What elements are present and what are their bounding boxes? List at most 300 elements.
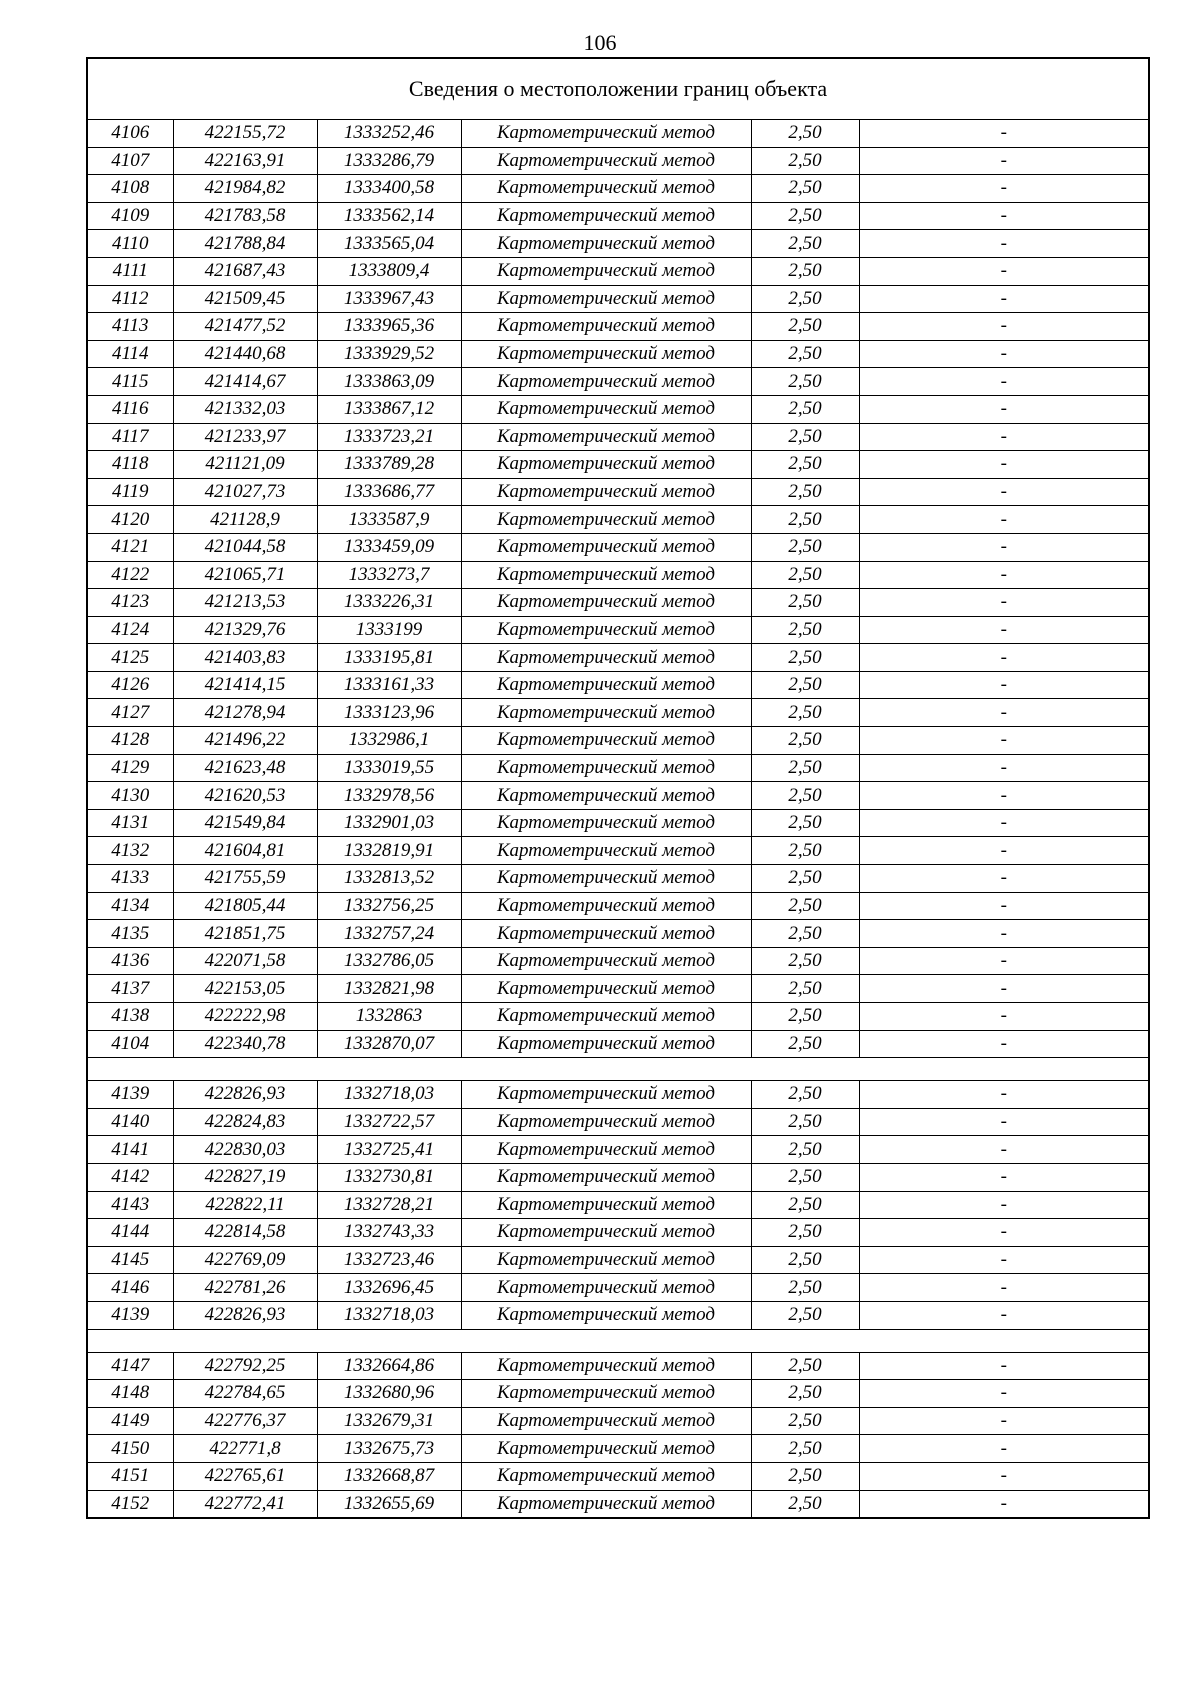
table-body: [87, 58, 1149, 1518]
point-number-cell: 4119: [87, 478, 173, 506]
table-row: [87, 285, 1149, 313]
x-coordinate-cell: 422772,41: [173, 1490, 317, 1518]
accuracy-cell: 2,50: [751, 782, 859, 810]
point-number-cell: 4104: [87, 1030, 173, 1058]
y-coordinate-cell: 1333195,81: [317, 644, 461, 672]
x-coordinate-cell: 422776,37: [173, 1407, 317, 1435]
accuracy-cell: 2,50: [751, 368, 859, 396]
y-coordinate-cell: 1332819,91: [317, 837, 461, 865]
y-coordinate-cell: 1333562,14: [317, 202, 461, 230]
table-row: [87, 1108, 1149, 1136]
point-number-cell: 4112: [87, 285, 173, 313]
table-row: [87, 1462, 1149, 1490]
method-cell: Картометрический метод: [461, 947, 751, 975]
accuracy-cell: 2,50: [751, 202, 859, 230]
x-coordinate-cell: 421414,67: [173, 368, 317, 396]
accuracy-cell: 2,50: [751, 1462, 859, 1490]
method-cell: Картометрический метод: [461, 892, 751, 920]
point-number-cell: 4111: [87, 257, 173, 285]
accuracy-cell: 2,50: [751, 837, 859, 865]
description-cell: -: [859, 1191, 1149, 1219]
description-cell: -: [859, 1081, 1149, 1109]
table-row: [87, 1407, 1149, 1435]
point-number-cell: 4134: [87, 892, 173, 920]
y-coordinate-cell: 1332725,41: [317, 1136, 461, 1164]
x-coordinate-cell: 422822,11: [173, 1191, 317, 1219]
method-cell: Картометрический метод: [461, 506, 751, 534]
y-coordinate-cell: 1332978,56: [317, 782, 461, 810]
table-row: [87, 865, 1149, 893]
accuracy-cell: 2,50: [751, 1274, 859, 1302]
description-cell: -: [859, 865, 1149, 893]
x-coordinate-cell: 422155,72: [173, 120, 317, 148]
description-cell: -: [859, 1301, 1149, 1329]
section-separator-cell: [87, 1329, 1149, 1352]
method-cell: Картометрический метод: [461, 147, 751, 175]
y-coordinate-cell: 1332863: [317, 1003, 461, 1031]
accuracy-cell: 2,50: [751, 1301, 859, 1329]
x-coordinate-cell: 421329,76: [173, 616, 317, 644]
table-row: [87, 175, 1149, 203]
accuracy-cell: 2,50: [751, 451, 859, 479]
description-cell: -: [859, 1352, 1149, 1380]
point-number-cell: 4123: [87, 589, 173, 617]
table-row: [87, 671, 1149, 699]
description-cell: -: [859, 1003, 1149, 1031]
accuracy-cell: 2,50: [751, 285, 859, 313]
y-coordinate-cell: 1333967,43: [317, 285, 461, 313]
accuracy-cell: 2,50: [751, 340, 859, 368]
method-cell: Картометрический метод: [461, 1352, 751, 1380]
x-coordinate-cell: 421755,59: [173, 865, 317, 893]
table-row: [87, 533, 1149, 561]
accuracy-cell: 2,50: [751, 230, 859, 258]
x-coordinate-cell: 421477,52: [173, 313, 317, 341]
point-number-cell: 4149: [87, 1407, 173, 1435]
description-cell: -: [859, 368, 1149, 396]
accuracy-cell: 2,50: [751, 1490, 859, 1518]
x-coordinate-cell: 421851,75: [173, 920, 317, 948]
table-row: [87, 1380, 1149, 1408]
x-coordinate-cell: 421027,73: [173, 478, 317, 506]
accuracy-cell: 2,50: [751, 1380, 859, 1408]
y-coordinate-cell: 1332821,98: [317, 975, 461, 1003]
table-row: [87, 1163, 1149, 1191]
point-number-cell: 4143: [87, 1191, 173, 1219]
point-number-cell: 4114: [87, 340, 173, 368]
point-number-cell: 4109: [87, 202, 173, 230]
y-coordinate-cell: 1333809,4: [317, 257, 461, 285]
point-number-cell: 4122: [87, 561, 173, 589]
accuracy-cell: 2,50: [751, 147, 859, 175]
description-cell: -: [859, 782, 1149, 810]
description-cell: -: [859, 257, 1149, 285]
x-coordinate-cell: 421044,58: [173, 533, 317, 561]
accuracy-cell: 2,50: [751, 644, 859, 672]
x-coordinate-cell: 421278,94: [173, 699, 317, 727]
y-coordinate-cell: 1333199: [317, 616, 461, 644]
table-row: [87, 727, 1149, 755]
method-cell: Картометрический метод: [461, 1407, 751, 1435]
description-cell: -: [859, 1030, 1149, 1058]
accuracy-cell: 2,50: [751, 671, 859, 699]
x-coordinate-cell: 422826,93: [173, 1301, 317, 1329]
point-number-cell: 4145: [87, 1246, 173, 1274]
description-cell: -: [859, 589, 1149, 617]
x-coordinate-cell: 421332,03: [173, 395, 317, 423]
table-row: [87, 975, 1149, 1003]
table-row: [87, 1301, 1149, 1329]
description-cell: -: [859, 1108, 1149, 1136]
table-row: [87, 699, 1149, 727]
accuracy-cell: 2,50: [751, 865, 859, 893]
x-coordinate-cell: 422814,58: [173, 1219, 317, 1247]
method-cell: Картометрический метод: [461, 1136, 751, 1164]
method-cell: Картометрический метод: [461, 809, 751, 837]
x-coordinate-cell: 421496,22: [173, 727, 317, 755]
description-cell: -: [859, 727, 1149, 755]
x-coordinate-cell: 422071,58: [173, 947, 317, 975]
y-coordinate-cell: 1332870,07: [317, 1030, 461, 1058]
method-cell: Картометрический метод: [461, 1490, 751, 1518]
point-number-cell: 4106: [87, 120, 173, 148]
description-cell: -: [859, 147, 1149, 175]
description-cell: -: [859, 809, 1149, 837]
description-cell: -: [859, 1380, 1149, 1408]
table-row: [87, 616, 1149, 644]
method-cell: Картометрический метод: [461, 589, 751, 617]
table-row: [87, 1246, 1149, 1274]
y-coordinate-cell: 1332723,46: [317, 1246, 461, 1274]
accuracy-cell: 2,50: [751, 589, 859, 617]
x-coordinate-cell: 422826,93: [173, 1081, 317, 1109]
table-row: [87, 1191, 1149, 1219]
y-coordinate-cell: 1332813,52: [317, 865, 461, 893]
description-cell: -: [859, 451, 1149, 479]
table-row: [87, 892, 1149, 920]
point-number-cell: 4124: [87, 616, 173, 644]
method-cell: Картометрический метод: [461, 1163, 751, 1191]
y-coordinate-cell: 1332722,57: [317, 1108, 461, 1136]
point-number-cell: 4136: [87, 947, 173, 975]
accuracy-cell: 2,50: [751, 727, 859, 755]
table-row: [87, 147, 1149, 175]
y-coordinate-cell: 1332718,03: [317, 1301, 461, 1329]
section-separator-row: [87, 1058, 1149, 1081]
method-cell: Картометрический метод: [461, 368, 751, 396]
y-coordinate-cell: 1332756,25: [317, 892, 461, 920]
table-row: [87, 1136, 1149, 1164]
description-cell: -: [859, 175, 1149, 203]
point-number-cell: 4144: [87, 1219, 173, 1247]
description-cell: -: [859, 699, 1149, 727]
x-coordinate-cell: 421414,15: [173, 671, 317, 699]
table-row: [87, 230, 1149, 258]
method-cell: Картометрический метод: [461, 1030, 751, 1058]
x-coordinate-cell: 422781,26: [173, 1274, 317, 1302]
method-cell: Картометрический метод: [461, 1081, 751, 1109]
accuracy-cell: 2,50: [751, 1136, 859, 1164]
accuracy-cell: 2,50: [751, 616, 859, 644]
accuracy-cell: 2,50: [751, 1163, 859, 1191]
point-number-cell: 4125: [87, 644, 173, 672]
point-number-cell: 4116: [87, 395, 173, 423]
y-coordinate-cell: 1333019,55: [317, 754, 461, 782]
x-coordinate-cell: 421604,81: [173, 837, 317, 865]
accuracy-cell: 2,50: [751, 920, 859, 948]
x-coordinate-cell: 422765,61: [173, 1462, 317, 1490]
method-cell: Картометрический метод: [461, 120, 751, 148]
description-cell: -: [859, 561, 1149, 589]
point-number-cell: 4131: [87, 809, 173, 837]
table-row: [87, 202, 1149, 230]
accuracy-cell: 2,50: [751, 533, 859, 561]
x-coordinate-cell: 421440,68: [173, 340, 317, 368]
method-cell: Картометрический метод: [461, 1274, 751, 1302]
description-cell: -: [859, 616, 1149, 644]
x-coordinate-cell: 421509,45: [173, 285, 317, 313]
y-coordinate-cell: 1332730,81: [317, 1163, 461, 1191]
x-coordinate-cell: 421549,84: [173, 809, 317, 837]
point-number-cell: 4139: [87, 1301, 173, 1329]
x-coordinate-cell: 422340,78: [173, 1030, 317, 1058]
description-cell: -: [859, 285, 1149, 313]
point-number-cell: 4141: [87, 1136, 173, 1164]
description-cell: -: [859, 1407, 1149, 1435]
method-cell: Картометрический метод: [461, 1191, 751, 1219]
y-coordinate-cell: 1332728,21: [317, 1191, 461, 1219]
point-number-cell: 4129: [87, 754, 173, 782]
description-cell: -: [859, 230, 1149, 258]
point-number-cell: 4107: [87, 147, 173, 175]
accuracy-cell: 2,50: [751, 892, 859, 920]
y-coordinate-cell: 1333252,46: [317, 120, 461, 148]
method-cell: Картометрический метод: [461, 671, 751, 699]
point-number-cell: 4128: [87, 727, 173, 755]
description-cell: -: [859, 395, 1149, 423]
table-row: [87, 947, 1149, 975]
table-row: [87, 395, 1149, 423]
y-coordinate-cell: 1332986,1: [317, 727, 461, 755]
table-row: [87, 120, 1149, 148]
point-number-cell: 4127: [87, 699, 173, 727]
y-coordinate-cell: 1333863,09: [317, 368, 461, 396]
x-coordinate-cell: 421403,83: [173, 644, 317, 672]
y-coordinate-cell: 1332696,45: [317, 1274, 461, 1302]
table-row: [87, 837, 1149, 865]
description-cell: -: [859, 671, 1149, 699]
y-coordinate-cell: 1332675,73: [317, 1435, 461, 1463]
table-row: [87, 782, 1149, 810]
method-cell: Картометрический метод: [461, 782, 751, 810]
y-coordinate-cell: 1332786,05: [317, 947, 461, 975]
point-number-cell: 4148: [87, 1380, 173, 1408]
y-coordinate-cell: 1333929,52: [317, 340, 461, 368]
x-coordinate-cell: 422153,05: [173, 975, 317, 1003]
point-number-cell: 4108: [87, 175, 173, 203]
method-cell: Картометрический метод: [461, 1219, 751, 1247]
y-coordinate-cell: 1333867,12: [317, 395, 461, 423]
table-row: [87, 368, 1149, 396]
accuracy-cell: 2,50: [751, 975, 859, 1003]
description-cell: -: [859, 1163, 1149, 1191]
table-row: [87, 1490, 1149, 1518]
method-cell: Картометрический метод: [461, 175, 751, 203]
y-coordinate-cell: 1333123,96: [317, 699, 461, 727]
method-cell: Картометрический метод: [461, 478, 751, 506]
y-coordinate-cell: 1332901,03: [317, 809, 461, 837]
point-number-cell: 4130: [87, 782, 173, 810]
accuracy-cell: 2,50: [751, 1219, 859, 1247]
description-cell: -: [859, 1490, 1149, 1518]
description-cell: -: [859, 423, 1149, 451]
description-cell: -: [859, 506, 1149, 534]
method-cell: Картометрический метод: [461, 313, 751, 341]
y-coordinate-cell: 1333789,28: [317, 451, 461, 479]
description-cell: -: [859, 533, 1149, 561]
y-coordinate-cell: 1332718,03: [317, 1081, 461, 1109]
description-cell: -: [859, 1246, 1149, 1274]
description-cell: -: [859, 1274, 1149, 1302]
point-number-cell: 4133: [87, 865, 173, 893]
description-cell: -: [859, 892, 1149, 920]
accuracy-cell: 2,50: [751, 175, 859, 203]
method-cell: Картометрический метод: [461, 451, 751, 479]
boundary-coordinates-table: [86, 57, 1150, 1519]
table-row: [87, 478, 1149, 506]
point-number-cell: 4151: [87, 1462, 173, 1490]
y-coordinate-cell: 1333273,7: [317, 561, 461, 589]
method-cell: Картометрический метод: [461, 395, 751, 423]
point-number-cell: 4142: [87, 1163, 173, 1191]
x-coordinate-cell: 421065,71: [173, 561, 317, 589]
table-row: [87, 1219, 1149, 1247]
accuracy-cell: 2,50: [751, 1030, 859, 1058]
x-coordinate-cell: 421213,53: [173, 589, 317, 617]
table-row: [87, 809, 1149, 837]
method-cell: Картометрический метод: [461, 727, 751, 755]
method-cell: Картометрический метод: [461, 1462, 751, 1490]
y-coordinate-cell: 1333226,31: [317, 589, 461, 617]
accuracy-cell: 2,50: [751, 1108, 859, 1136]
accuracy-cell: 2,50: [751, 809, 859, 837]
accuracy-cell: 2,50: [751, 313, 859, 341]
y-coordinate-cell: 1333723,21: [317, 423, 461, 451]
method-cell: Картометрический метод: [461, 837, 751, 865]
description-cell: -: [859, 947, 1149, 975]
y-coordinate-cell: 1333686,77: [317, 478, 461, 506]
method-cell: Картометрический метод: [461, 423, 751, 451]
accuracy-cell: 2,50: [751, 423, 859, 451]
method-cell: Картометрический метод: [461, 230, 751, 258]
description-cell: -: [859, 1136, 1149, 1164]
table-header-row: [87, 58, 1149, 120]
point-number-cell: 4135: [87, 920, 173, 948]
accuracy-cell: 2,50: [751, 120, 859, 148]
accuracy-cell: 2,50: [751, 1081, 859, 1109]
point-number-cell: 4138: [87, 1003, 173, 1031]
method-cell: Картометрический метод: [461, 1108, 751, 1136]
x-coordinate-cell: 422824,83: [173, 1108, 317, 1136]
table-row: [87, 451, 1149, 479]
point-number-cell: 4118: [87, 451, 173, 479]
x-coordinate-cell: 421984,82: [173, 175, 317, 203]
description-cell: -: [859, 975, 1149, 1003]
x-coordinate-cell: 422792,25: [173, 1352, 317, 1380]
point-number-cell: 4150: [87, 1435, 173, 1463]
point-number-cell: 4121: [87, 533, 173, 561]
point-number-cell: 4137: [87, 975, 173, 1003]
accuracy-cell: 2,50: [751, 1407, 859, 1435]
table-row: [87, 257, 1149, 285]
accuracy-cell: 2,50: [751, 1352, 859, 1380]
table-row: [87, 561, 1149, 589]
x-coordinate-cell: 421805,44: [173, 892, 317, 920]
point-number-cell: 4152: [87, 1490, 173, 1518]
table-row: [87, 1081, 1149, 1109]
x-coordinate-cell: 421783,58: [173, 202, 317, 230]
table-row: [87, 1435, 1149, 1463]
method-cell: Картометрический метод: [461, 699, 751, 727]
table-row: [87, 506, 1149, 534]
accuracy-cell: 2,50: [751, 1191, 859, 1219]
table-row: [87, 1030, 1149, 1058]
y-coordinate-cell: 1332679,31: [317, 1407, 461, 1435]
description-cell: -: [859, 202, 1149, 230]
method-cell: Картометрический метод: [461, 202, 751, 230]
point-number-cell: 4110: [87, 230, 173, 258]
x-coordinate-cell: 421687,43: [173, 257, 317, 285]
table-row: [87, 589, 1149, 617]
point-number-cell: 4147: [87, 1352, 173, 1380]
accuracy-cell: 2,50: [751, 257, 859, 285]
y-coordinate-cell: 1332655,69: [317, 1490, 461, 1518]
accuracy-cell: 2,50: [751, 506, 859, 534]
accuracy-cell: 2,50: [751, 947, 859, 975]
point-number-cell: 4139: [87, 1081, 173, 1109]
point-number-cell: 4146: [87, 1274, 173, 1302]
method-cell: Картометрический метод: [461, 644, 751, 672]
table-row: [87, 644, 1149, 672]
accuracy-cell: 2,50: [751, 1435, 859, 1463]
page-number: 106: [583, 30, 617, 55]
accuracy-cell: 2,50: [751, 754, 859, 782]
x-coordinate-cell: 422830,03: [173, 1136, 317, 1164]
method-cell: Картометрический метод: [461, 1003, 751, 1031]
y-coordinate-cell: 1333161,33: [317, 671, 461, 699]
accuracy-cell: 2,50: [751, 1003, 859, 1031]
y-coordinate-cell: 1332757,24: [317, 920, 461, 948]
method-cell: Картометрический метод: [461, 340, 751, 368]
table-row: [87, 340, 1149, 368]
description-cell: -: [859, 340, 1149, 368]
point-number-cell: 4132: [87, 837, 173, 865]
method-cell: Картометрический метод: [461, 1380, 751, 1408]
method-cell: Картометрический метод: [461, 616, 751, 644]
table-title: Сведения о местоположении границ объекта: [87, 58, 1149, 120]
y-coordinate-cell: 1333459,09: [317, 533, 461, 561]
method-cell: Картометрический метод: [461, 865, 751, 893]
accuracy-cell: 2,50: [751, 699, 859, 727]
point-number-cell: 4126: [87, 671, 173, 699]
y-coordinate-cell: 1333965,36: [317, 313, 461, 341]
table-row: [87, 1352, 1149, 1380]
section-separator-cell: [87, 1058, 1149, 1081]
method-cell: Картометрический метод: [461, 561, 751, 589]
y-coordinate-cell: 1332680,96: [317, 1380, 461, 1408]
method-cell: Картометрический метод: [461, 257, 751, 285]
table-row: [87, 1003, 1149, 1031]
